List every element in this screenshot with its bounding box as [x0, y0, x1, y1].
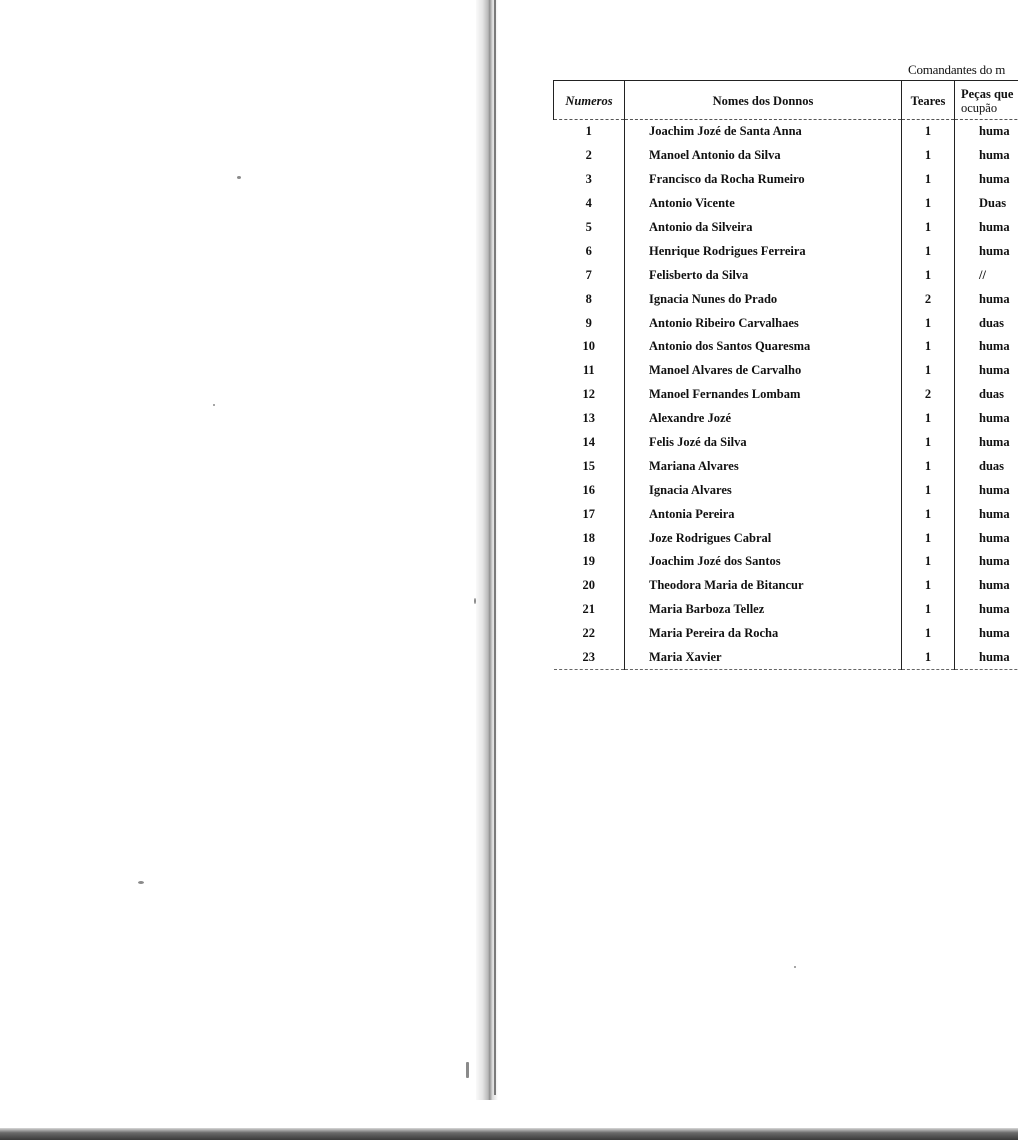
row-teares: 1 [902, 478, 955, 502]
ledger-table-container [553, 80, 1018, 670]
row-teares: 1 [902, 431, 955, 455]
row-number: 2 [585, 148, 592, 163]
table-row [554, 454, 1018, 478]
row-number: 8 [585, 291, 592, 306]
row-pecas: // [955, 263, 1018, 287]
row-number: 12 [582, 387, 595, 402]
row-pecas: duas [955, 311, 1018, 335]
left-page-blank [0, 0, 470, 1140]
row-owner-name: Antonio Ribeiro Carvalhaes [625, 311, 902, 335]
row-teares: 1 [902, 526, 955, 550]
row-teares: 2 [902, 383, 955, 407]
table-row [554, 263, 1018, 287]
table-row [554, 526, 1018, 550]
row-number: 22 [582, 626, 595, 641]
row-pecas: huma [955, 239, 1018, 263]
table-row [554, 335, 1018, 359]
row-teares: 1 [902, 550, 955, 574]
row-teares: 1 [902, 574, 955, 598]
row-owner-name: Ignacia Nunes do Prado [625, 287, 902, 311]
row-pecas: huma [955, 646, 1018, 670]
row-pecas: huma [955, 407, 1018, 431]
page-speck [794, 966, 796, 968]
row-teares: 1 [902, 646, 955, 670]
row-owner-name: Antonio da Silveira [625, 216, 902, 240]
row-number: 23 [554, 646, 625, 670]
header-teares: Teares [902, 81, 955, 120]
table-caption: Comandantes do m [908, 62, 1006, 77]
row-pecas: duas [955, 454, 1018, 478]
row-teares: 1 [902, 502, 955, 526]
row-teares: 1 [902, 168, 955, 192]
row-teares: 1 [902, 622, 955, 646]
row-teares: 1 [902, 454, 955, 478]
row-pecas: huma [955, 478, 1018, 502]
row-number: 9 [585, 315, 592, 330]
header-pecas [955, 81, 1018, 120]
table-row [554, 574, 1018, 598]
row-teares: 1 [902, 216, 955, 240]
row-number: 1 [585, 124, 592, 139]
row-pecas: huma [955, 598, 1018, 622]
row-pecas: Duas [955, 192, 1018, 216]
row-owner-name: Mariana Alvares [625, 454, 902, 478]
row-pecas: duas [955, 383, 1018, 407]
page-speck [138, 881, 144, 884]
gutter-line [494, 0, 496, 1095]
table-row [554, 407, 1018, 431]
header-numeros: Numeros [554, 81, 625, 120]
row-pecas: huma [955, 502, 1018, 526]
table-row [554, 168, 1018, 192]
row-number: 6 [585, 243, 592, 258]
row-pecas: huma [955, 216, 1018, 240]
row-number: 15 [582, 458, 595, 473]
row-number: 20 [582, 578, 595, 593]
row-number: 7 [585, 267, 592, 282]
row-number: 3 [585, 172, 592, 187]
row-number: 17 [582, 506, 595, 521]
table-row [554, 311, 1018, 335]
row-pecas: huma [955, 574, 1018, 598]
row-pecas: huma [955, 335, 1018, 359]
row-number: 10 [582, 339, 595, 354]
table-row [554, 216, 1018, 240]
row-owner-name: Antonio dos Santos Quaresma [625, 335, 902, 359]
header-nomes: Nomes dos Donnos [625, 81, 902, 120]
row-owner-name: Joachim Jozé dos Santos [625, 550, 902, 574]
row-owner-name: Manoel Antonio da Silva [625, 144, 902, 168]
row-number: 21 [582, 602, 595, 617]
row-number: 14 [582, 435, 595, 450]
row-number: 5 [585, 220, 592, 234]
ledger-body [554, 120, 1018, 670]
row-number: 4 [585, 196, 592, 211]
row-owner-name: Ignacia Alvares [625, 478, 902, 502]
table-row [554, 622, 1018, 646]
page-speck [466, 1062, 469, 1078]
row-pecas: huma [955, 168, 1018, 192]
table-row [554, 192, 1018, 216]
row-owner-name: Manoel Fernandes Lombam [625, 383, 902, 407]
row-teares: 1 [902, 239, 955, 263]
row-owner-name: Henrique Rodrigues Ferreira [625, 239, 902, 263]
table-row [554, 120, 1018, 144]
table-row [554, 550, 1018, 574]
row-number: 19 [582, 554, 595, 569]
row-owner-name: Joachim Jozé de Santa Anna [625, 120, 902, 144]
row-owner-name: Felisberto da Silva [625, 263, 902, 287]
header-pecas-line1: Peças que [961, 87, 1014, 101]
row-owner-name: Joze Rodrigues Cabral [625, 526, 902, 550]
row-owner-name: Maria Barboza Tellez [625, 598, 902, 622]
row-owner-name: Theodora Maria de Bitancur [625, 574, 902, 598]
row-number: 16 [582, 482, 595, 497]
row-pecas: huma [955, 431, 1018, 455]
row-number: 13 [582, 411, 595, 426]
row-pecas: huma [955, 526, 1018, 550]
row-pecas: huma [955, 550, 1018, 574]
row-teares: 1 [902, 598, 955, 622]
row-owner-name: Alexandre Jozé [625, 407, 902, 431]
row-teares: 1 [902, 120, 955, 144]
row-pecas: huma [955, 120, 1018, 144]
ledger-table [553, 80, 1018, 670]
row-number: 11 [582, 363, 595, 378]
table-row [554, 239, 1018, 263]
table-row [554, 646, 1018, 670]
row-teares: 2 [902, 287, 955, 311]
row-owner-name: Antonio Vicente [625, 192, 902, 216]
table-row [554, 431, 1018, 455]
table-row [554, 478, 1018, 502]
table-header-row [554, 81, 1018, 120]
row-pecas: huma [955, 359, 1018, 383]
table-row [554, 502, 1018, 526]
row-teares: 1 [902, 311, 955, 335]
row-owner-name: Antonia Pereira [625, 502, 902, 526]
header-pecas-line2: ocupão [961, 101, 998, 115]
row-pecas: huma [955, 622, 1018, 646]
row-teares: 1 [902, 359, 955, 383]
row-owner-name: Manoel Alvares de Carvalho [625, 359, 902, 383]
row-teares: 1 [902, 407, 955, 431]
row-owner-name: Maria Pereira da Rocha [625, 622, 902, 646]
table-row [554, 598, 1018, 622]
page-speck [213, 404, 215, 406]
table-row [554, 144, 1018, 168]
row-teares: 1 [902, 192, 955, 216]
page-speck [237, 176, 241, 179]
row-teares: 1 [902, 263, 955, 287]
row-owner-name: Felis Jozé da Silva [625, 431, 902, 455]
row-pecas: huma [955, 144, 1018, 168]
row-owner-name: Maria Xavier [625, 646, 902, 670]
row-owner-name: Francisco da Rocha Rumeiro [625, 168, 902, 192]
row-number: 18 [582, 530, 595, 545]
row-teares: 1 [902, 335, 955, 359]
table-row [554, 287, 1018, 311]
row-pecas: huma [955, 287, 1018, 311]
table-row [554, 359, 1018, 383]
row-teares: 1 [902, 144, 955, 168]
scan-bottom-edge [0, 1128, 1018, 1140]
table-row [554, 383, 1018, 407]
